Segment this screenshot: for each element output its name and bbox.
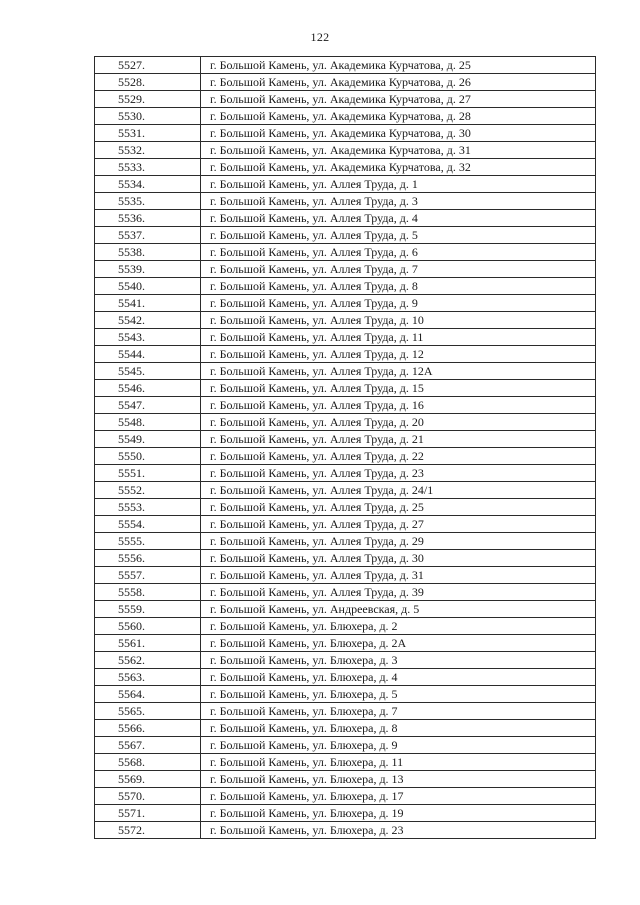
table-row [95,91,596,108]
address-cell: г. Большой Камень, ул. Аллея Труда, д. 23 [201,465,596,482]
row-number-cell: 5539. [95,261,201,278]
row-number-cell: 5531. [95,125,201,142]
row-number-cell: 5536. [95,210,201,227]
row-number-cell: 5563. [95,669,201,686]
row-number-cell: 5556. [95,550,201,567]
row-number-cell: 5565. [95,703,201,720]
row-number-cell: 5572. [95,822,201,839]
table-row [95,737,596,754]
address-cell: г. Большой Камень, ул. Андреевская, д. 5 [201,601,596,618]
table-row [95,550,596,567]
table-row [95,635,596,652]
address-cell: г. Большой Камень, ул. Академика Курчатова, д. 27 [201,91,596,108]
address-registry-table [94,56,596,839]
address-cell: г. Большой Камень, ул. Аллея Труда, д. 10 [201,312,596,329]
address-cell: г. Большой Камень, ул. Аллея Труда, д. 11 [201,329,596,346]
table-row [95,329,596,346]
page-number: 122 [310,30,330,44]
row-number-cell: 5534. [95,176,201,193]
address-cell: г. Большой Камень, ул. Аллея Труда, д. 31 [201,567,596,584]
address-cell: г. Большой Камень, ул. Блюхера, д. 11 [201,754,596,771]
row-number-cell: 5545. [95,363,201,380]
address-cell: г. Большой Камень, ул. Блюхера, д. 8 [201,720,596,737]
address-cell: г. Большой Камень, ул. Академика Курчатова, д. 31 [201,142,596,159]
row-number-cell: 5571. [95,805,201,822]
address-cell: г. Большой Камень, ул. Аллея Труда, д. 4 [201,210,596,227]
row-number-cell: 5537. [95,227,201,244]
row-number-cell: 5543. [95,329,201,346]
table-row [95,397,596,414]
table-row [95,295,596,312]
table-row [95,142,596,159]
table-row [95,125,596,142]
address-cell: г. Большой Камень, ул. Аллея Труда, д. 29 [201,533,596,550]
row-number-cell: 5551. [95,465,201,482]
row-number-cell: 5558. [95,584,201,601]
table-row [95,754,596,771]
address-registry-body [95,57,596,839]
row-number-cell: 5548. [95,414,201,431]
table-row [95,584,596,601]
row-number-cell: 5567. [95,737,201,754]
row-number-cell: 5557. [95,567,201,584]
table-row [95,431,596,448]
table-row [95,686,596,703]
address-cell: г. Большой Камень, ул. Блюхера, д. 23 [201,822,596,839]
table-row [95,601,596,618]
row-number-cell: 5564. [95,686,201,703]
address-cell: г. Большой Камень, ул. Блюхера, д. 19 [201,805,596,822]
address-cell: г. Большой Камень, ул. Блюхера, д. 7 [201,703,596,720]
row-number-cell: 5529. [95,91,201,108]
row-number-cell: 5552. [95,482,201,499]
address-cell: г. Большой Камень, ул. Академика Курчатова, д. 28 [201,108,596,125]
table-row [95,652,596,669]
table-row [95,346,596,363]
table-row [95,380,596,397]
table-row [95,57,596,74]
row-number-cell: 5560. [95,618,201,635]
table-row [95,312,596,329]
row-number-cell: 5546. [95,380,201,397]
address-cell: г. Большой Камень, ул. Аллея Труда, д. 15 [201,380,596,397]
row-number-cell: 5561. [95,635,201,652]
address-cell: г. Большой Камень, ул. Аллея Труда, д. 9 [201,295,596,312]
table-row [95,720,596,737]
table-row [95,516,596,533]
table-row [95,414,596,431]
row-number-cell: 5528. [95,74,201,91]
table-row [95,771,596,788]
table-row [95,261,596,278]
table-row [95,227,596,244]
address-cell: г. Большой Камень, ул. Аллея Труда, д. 7 [201,261,596,278]
row-number-cell: 5559. [95,601,201,618]
address-cell: г. Большой Камень, ул. Блюхера, д. 2 [201,618,596,635]
address-cell: г. Большой Камень, ул. Аллея Труда, д. 24/1 [201,482,596,499]
row-number-cell: 5553. [95,499,201,516]
table-row [95,278,596,295]
table-row [95,74,596,91]
row-number-cell: 5541. [95,295,201,312]
table-row [95,805,596,822]
row-number-cell: 5540. [95,278,201,295]
address-cell: г. Большой Камень, ул. Аллея Труда, д. 22 [201,448,596,465]
row-number-cell: 5562. [95,652,201,669]
address-cell: г. Большой Камень, ул. Академика Курчатова, д. 30 [201,125,596,142]
address-cell: г. Большой Камень, ул. Аллея Труда, д. 16 [201,397,596,414]
address-cell: г. Большой Камень, ул. Аллея Труда, д. 21 [201,431,596,448]
table-row [95,244,596,261]
address-cell: г. Большой Камень, ул. Аллея Труда, д. 1 [201,176,596,193]
table-row [95,108,596,125]
row-number-cell: 5538. [95,244,201,261]
address-cell: г. Большой Камень, ул. Аллея Труда, д. 6 [201,244,596,261]
table-row [95,465,596,482]
address-cell: г. Большой Камень, ул. Аллея Труда, д. 12А [201,363,596,380]
row-number-cell: 5533. [95,159,201,176]
address-cell: г. Большой Камень, ул. Блюхера, д. 2А [201,635,596,652]
address-cell: г. Большой Камень, ул. Блюхера, д. 5 [201,686,596,703]
address-cell: г. Большой Камень, ул. Аллея Труда, д. 25 [201,499,596,516]
address-cell: г. Большой Камень, ул. Аллея Труда, д. 5 [201,227,596,244]
address-cell: г. Большой Камень, ул. Академика Курчатова, д. 25 [201,57,596,74]
table-row [95,669,596,686]
address-cell: г. Большой Камень, ул. Блюхера, д. 13 [201,771,596,788]
table-row [95,822,596,839]
row-number-cell: 5542. [95,312,201,329]
address-cell: г. Большой Камень, ул. Блюхера, д. 9 [201,737,596,754]
row-number-cell: 5570. [95,788,201,805]
row-number-cell: 5535. [95,193,201,210]
address-cell: г. Большой Камень, ул. Аллея Труда, д. 39 [201,584,596,601]
table-row [95,499,596,516]
row-number-cell: 5550. [95,448,201,465]
address-cell: г. Большой Камень, ул. Блюхера, д. 3 [201,652,596,669]
table-row [95,567,596,584]
address-cell: г. Большой Камень, ул. Аллея Труда, д. 30 [201,550,596,567]
address-cell: г. Большой Камень, ул. Аллея Труда, д. 3 [201,193,596,210]
table-row [95,193,596,210]
table-row [95,533,596,550]
row-number-cell: 5566. [95,720,201,737]
row-number-cell: 5549. [95,431,201,448]
row-number-cell: 5544. [95,346,201,363]
table-row [95,176,596,193]
row-number-cell: 5555. [95,533,201,550]
table-row [95,618,596,635]
table-row [95,703,596,720]
address-cell: г. Большой Камень, ул. Блюхера, д. 4 [201,669,596,686]
row-number-cell: 5532. [95,142,201,159]
table-row [95,788,596,805]
address-cell: г. Большой Камень, ул. Аллея Труда, д. 27 [201,516,596,533]
row-number-cell: 5530. [95,108,201,125]
table-row [95,448,596,465]
address-cell: г. Большой Камень, ул. Академика Курчатова, д. 26 [201,74,596,91]
row-number-cell: 5527. [95,57,201,74]
address-cell: г. Большой Камень, ул. Аллея Труда, д. 20 [201,414,596,431]
table-row [95,363,596,380]
address-cell: г. Большой Камень, ул. Аллея Труда, д. 8 [201,278,596,295]
row-number-cell: 5554. [95,516,201,533]
address-cell: г. Большой Камень, ул. Академика Курчатова, д. 32 [201,159,596,176]
address-cell: г. Большой Камень, ул. Блюхера, д. 17 [201,788,596,805]
table-row [95,159,596,176]
table-row [95,482,596,499]
row-number-cell: 5547. [95,397,201,414]
row-number-cell: 5568. [95,754,201,771]
table-row [95,210,596,227]
row-number-cell: 5569. [95,771,201,788]
address-cell: г. Большой Камень, ул. Аллея Труда, д. 12 [201,346,596,363]
